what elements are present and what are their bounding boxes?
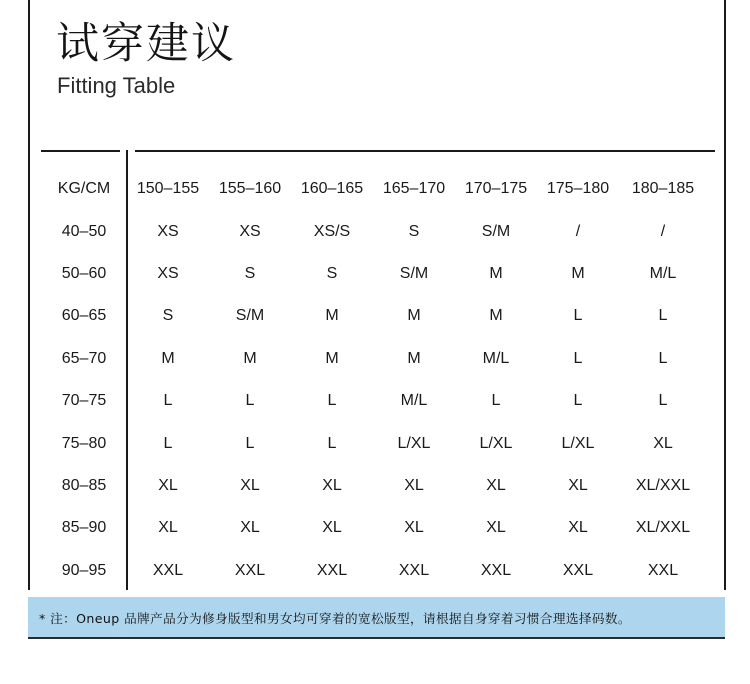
size-cell: L [573,349,583,367]
size-cell: XL [486,519,506,537]
weight-cell: 60–65 [61,307,107,325]
height-header: 175–180 [546,180,610,198]
table-row [41,253,707,295]
height-header: 160–165 [300,180,364,198]
size-cell: XXL [398,561,430,579]
size-cell: XL [240,476,260,494]
size-cell: M [489,307,503,325]
size-table [41,168,707,592]
size-cell: L/XL [479,434,513,452]
size-cell: XXL [562,561,594,579]
size-cell: M [325,307,339,325]
size-cell: L/XL [397,434,431,452]
size-cell: L [245,392,255,410]
size-cell: XL [653,434,673,452]
size-cell: L [491,392,501,410]
table-row [41,210,707,252]
size-cell: XL/XXL [635,519,691,537]
size-cell: L [163,434,173,452]
size-cell: XL [404,476,424,494]
size-cell: M [489,264,503,282]
size-cell: XXL [316,561,348,579]
size-cell: L [573,392,583,410]
size-cell: M [571,264,585,282]
table-row [41,507,707,549]
table-row [41,422,707,464]
size-cell: M/L [400,392,428,410]
size-cell: S/M [235,307,265,325]
size-cell: XL [486,476,506,494]
size-cell: XL [568,519,588,537]
size-cell: L [658,349,668,367]
weight-cell: 80–85 [61,476,107,494]
size-cell: L [327,392,337,410]
size-cell: S/M [481,222,511,240]
size-cell: XXL [480,561,512,579]
frame-left-border [28,0,30,590]
size-cell: M [161,349,175,367]
size-cell: XL [568,476,588,494]
size-cell: XL [322,519,342,537]
page-title: 试穿建议 [56,19,236,69]
weight-cell: 50–60 [61,264,107,282]
size-cell: S [326,264,338,282]
weight-cell: 65–70 [61,349,107,367]
size-cell: M/L [649,264,677,282]
size-cell: XXL [234,561,266,579]
weight-cell: 85–90 [61,519,107,537]
weight-cell: 40–50 [61,222,107,240]
size-cell: M [407,349,421,367]
height-header: 170–175 [464,180,528,198]
table-header-row [41,168,707,210]
table-row [41,380,707,422]
size-cell: L [163,392,173,410]
size-cell: XS [157,264,179,282]
table-row [41,550,707,592]
height-header: 155–160 [218,180,282,198]
frame-right-border [724,0,726,590]
size-cell: M [325,349,339,367]
height-header: 180–185 [631,180,695,198]
size-cell: XL/XXL [635,476,691,494]
table-row [41,338,707,380]
corner-label: KG/CM [57,180,111,198]
size-cell: XL [158,476,178,494]
height-header: 150–155 [136,180,200,198]
size-cell: / [660,222,666,240]
size-cell: M [243,349,257,367]
size-cell: L [658,307,668,325]
size-cell: M [407,307,421,325]
size-cell: / [575,222,581,240]
size-cell: S [244,264,256,282]
size-cell: L [327,434,337,452]
header-rule-right [135,150,715,152]
weight-cell: 75–80 [61,434,107,452]
weight-cell: 90–95 [61,561,107,579]
size-cell: XS [157,222,179,240]
height-header: 165–170 [382,180,446,198]
size-cell: S [162,307,174,325]
size-cell: S/M [399,264,429,282]
size-cell: XL [404,519,424,537]
size-cell: XL [240,519,260,537]
size-cell: XL [158,519,178,537]
table-row [41,295,707,337]
size-cell: S [408,222,420,240]
size-cell: XL [322,476,342,494]
size-cell: L [245,434,255,452]
size-cell: M/L [482,349,510,367]
table-row [41,465,707,507]
size-cell: XXL [152,561,184,579]
size-cell: XXL [647,561,679,579]
size-cell: L [658,392,668,410]
sizing-note: * 注：Oneup 品牌产品分为修身版型和男女均可穿着的宽松版型，请根据自身穿着习惯合理选择码数。 [28,597,725,639]
size-cell: XS [239,222,261,240]
header-rule-left [41,150,120,152]
size-cell: XS/S [313,222,351,240]
size-cell: L/XL [561,434,595,452]
page-subtitle: Fitting Table [57,73,176,98]
weight-cell: 70–75 [61,392,107,410]
size-cell: L [573,307,583,325]
